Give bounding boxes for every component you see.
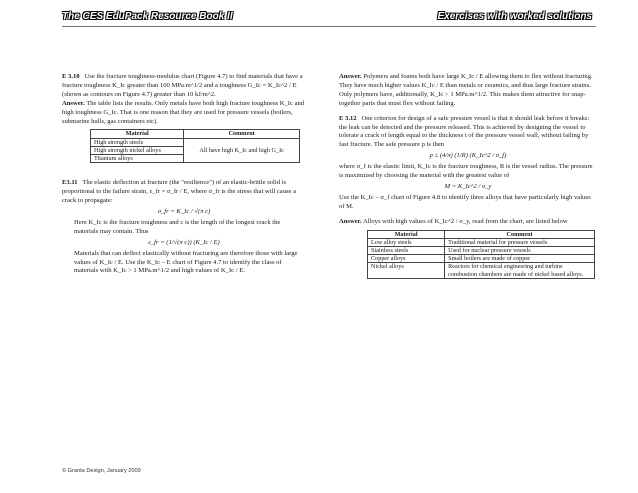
header-rule [62,26,596,27]
toughness-table [90,129,300,163]
table-cell: Reactors for chemical engineering and turbine combustion chambers are made of nickel based alloys. [445,263,595,278]
exercise-3-12 [339,115,597,151]
answer-3-12 [339,218,597,227]
page-header-right: Exercises with worked solutions [437,11,592,22]
explanation-text: Here K_Ic is the fracture toughness and c is the length of the longest crack the materials may contain. Thus [74,218,281,235]
answer-text: Polymers and foams both have large K_Ic / E allowing them to flex without fracturing. They have much higher values K_Ic / E than metals or ceramics, and thus large fracture strains. Only polymers have, additionally, K_Ic > 1 MPa.m^1/2. This makes them attractive for snap-together parts that must flex without failing. [339,73,593,107]
answer-text: Alloys with high values of K_Ic^2 / σ_y, read from the chart, are listed below [362,217,568,225]
table-cell: Small boilers are made of copper [445,255,595,263]
equation-safe-pressure: p ≤ (4/π) (1/R) (K_Ic^2 / σ_f) [429,152,507,160]
left-column [62,73,306,276]
table-row [368,247,595,255]
answer-3-10 [62,100,306,127]
equation-fracture-strain: ε_fr = (1/√(π c)) (K_Ic / E) [148,238,220,246]
use-chart-text: Use the K_Ic – σ_f chart of Figure 4.8 to identify three alloys that have particularly high values of M. [339,193,591,210]
table-header: Comment [184,130,300,138]
table-cell: Nickel alloys [368,263,445,278]
table-row [91,138,300,146]
exercise-text: Use the fracture toughness-modulus chart (Figure 4.7) to find materials that have a fracture toughness K_Ic greater than 100 MPa.m^1/2 and a toughness G_Ic = K_Ic^2 / E (shown as contours on Figure 4.7) greater than 10 kJ/m^2. [62,73,303,98]
answer-3-11 [339,73,597,109]
table-cell: Stainless steels [368,247,445,255]
exercise-label: E3.11 [62,179,78,187]
equation-fracture-stress: σ_fr = K_Ic / √(π c) [157,207,211,215]
answer-label: Answer. [339,217,362,225]
table-cell: Low alloy steels [368,238,445,246]
where-text: where σ_f is the elastic limit, K_Ic is the fracture toughness, R is the vessel radius. The pressure is maximized by choosing the material with the greatest value of [339,163,593,180]
exercise-3-11 [62,179,306,206]
equation-merit-index: M = K_Ic^2 / σ_y [444,182,492,190]
exercise-label: E 3.10 [62,73,80,80]
table-row [368,255,595,263]
table-row [368,238,595,246]
exercise-text: One criterion for design of a safe pressure vessel is that it should leak before it breaks: the leak can be detected and the pressure released. This is achieved by designing the vessel to tolerate a crack of length equal to the thickness t of the pressure vessel wall, without failing by fast fracture. The safe pressure p is then [339,114,590,149]
right-column [339,73,597,279]
table-header-row [368,230,595,238]
answer-text: The table lists the results. Only metals have both high fracture toughness K_Ic and high toughness G_Ic. That is one reason that they are used for pressure vessels (boilers, submarine hulls, gas containers etc). [62,99,305,125]
exercise-label: E 3.12 [339,114,357,122]
page-footer: © Granta Design, January 2009 [62,468,141,474]
answer-label: Answer. [339,73,362,80]
table-header: Material [91,130,184,138]
table-header: Comment [445,230,595,238]
table-header-row [91,130,300,138]
table-cell: High strength steels [91,138,184,146]
table-cell: High strength nickel alloys [91,146,184,154]
exercise-text: The elastic deflection at fracture (the "resilience") of an elastic-brittle solid is proportional to the failure strain, ε_fr = σ_fr / E, where σ_fr is the stress that will cause a crack to propagate: [62,179,297,205]
table-cell: All have high K_Ic and high G_Ic [184,138,300,163]
answer-label: Answer. [62,99,85,107]
table-cell: Titanium alloys [91,155,184,163]
alloys-table [367,230,595,279]
table-cell: Traditional material for pressure vessels [445,238,595,246]
exercise-3-10 [62,73,306,100]
table-cell: Used for nuclear pressure vessels [445,247,595,255]
table-row [368,263,595,278]
table-cell: Copper alloys [368,255,445,263]
materials-text: Materials that can deflect elastically without fracturing are therefore those with large values of K_Ic / E. Use the K_Ic – E chart of Figure 4.7 to identify the class of materials with K_Ic > 1 MPa.m^1/2 and high values of K_Ic / E. [74,249,298,275]
table-header: Material [368,230,445,238]
page-header-left: The CES EduPack Resource Book II [62,11,233,22]
